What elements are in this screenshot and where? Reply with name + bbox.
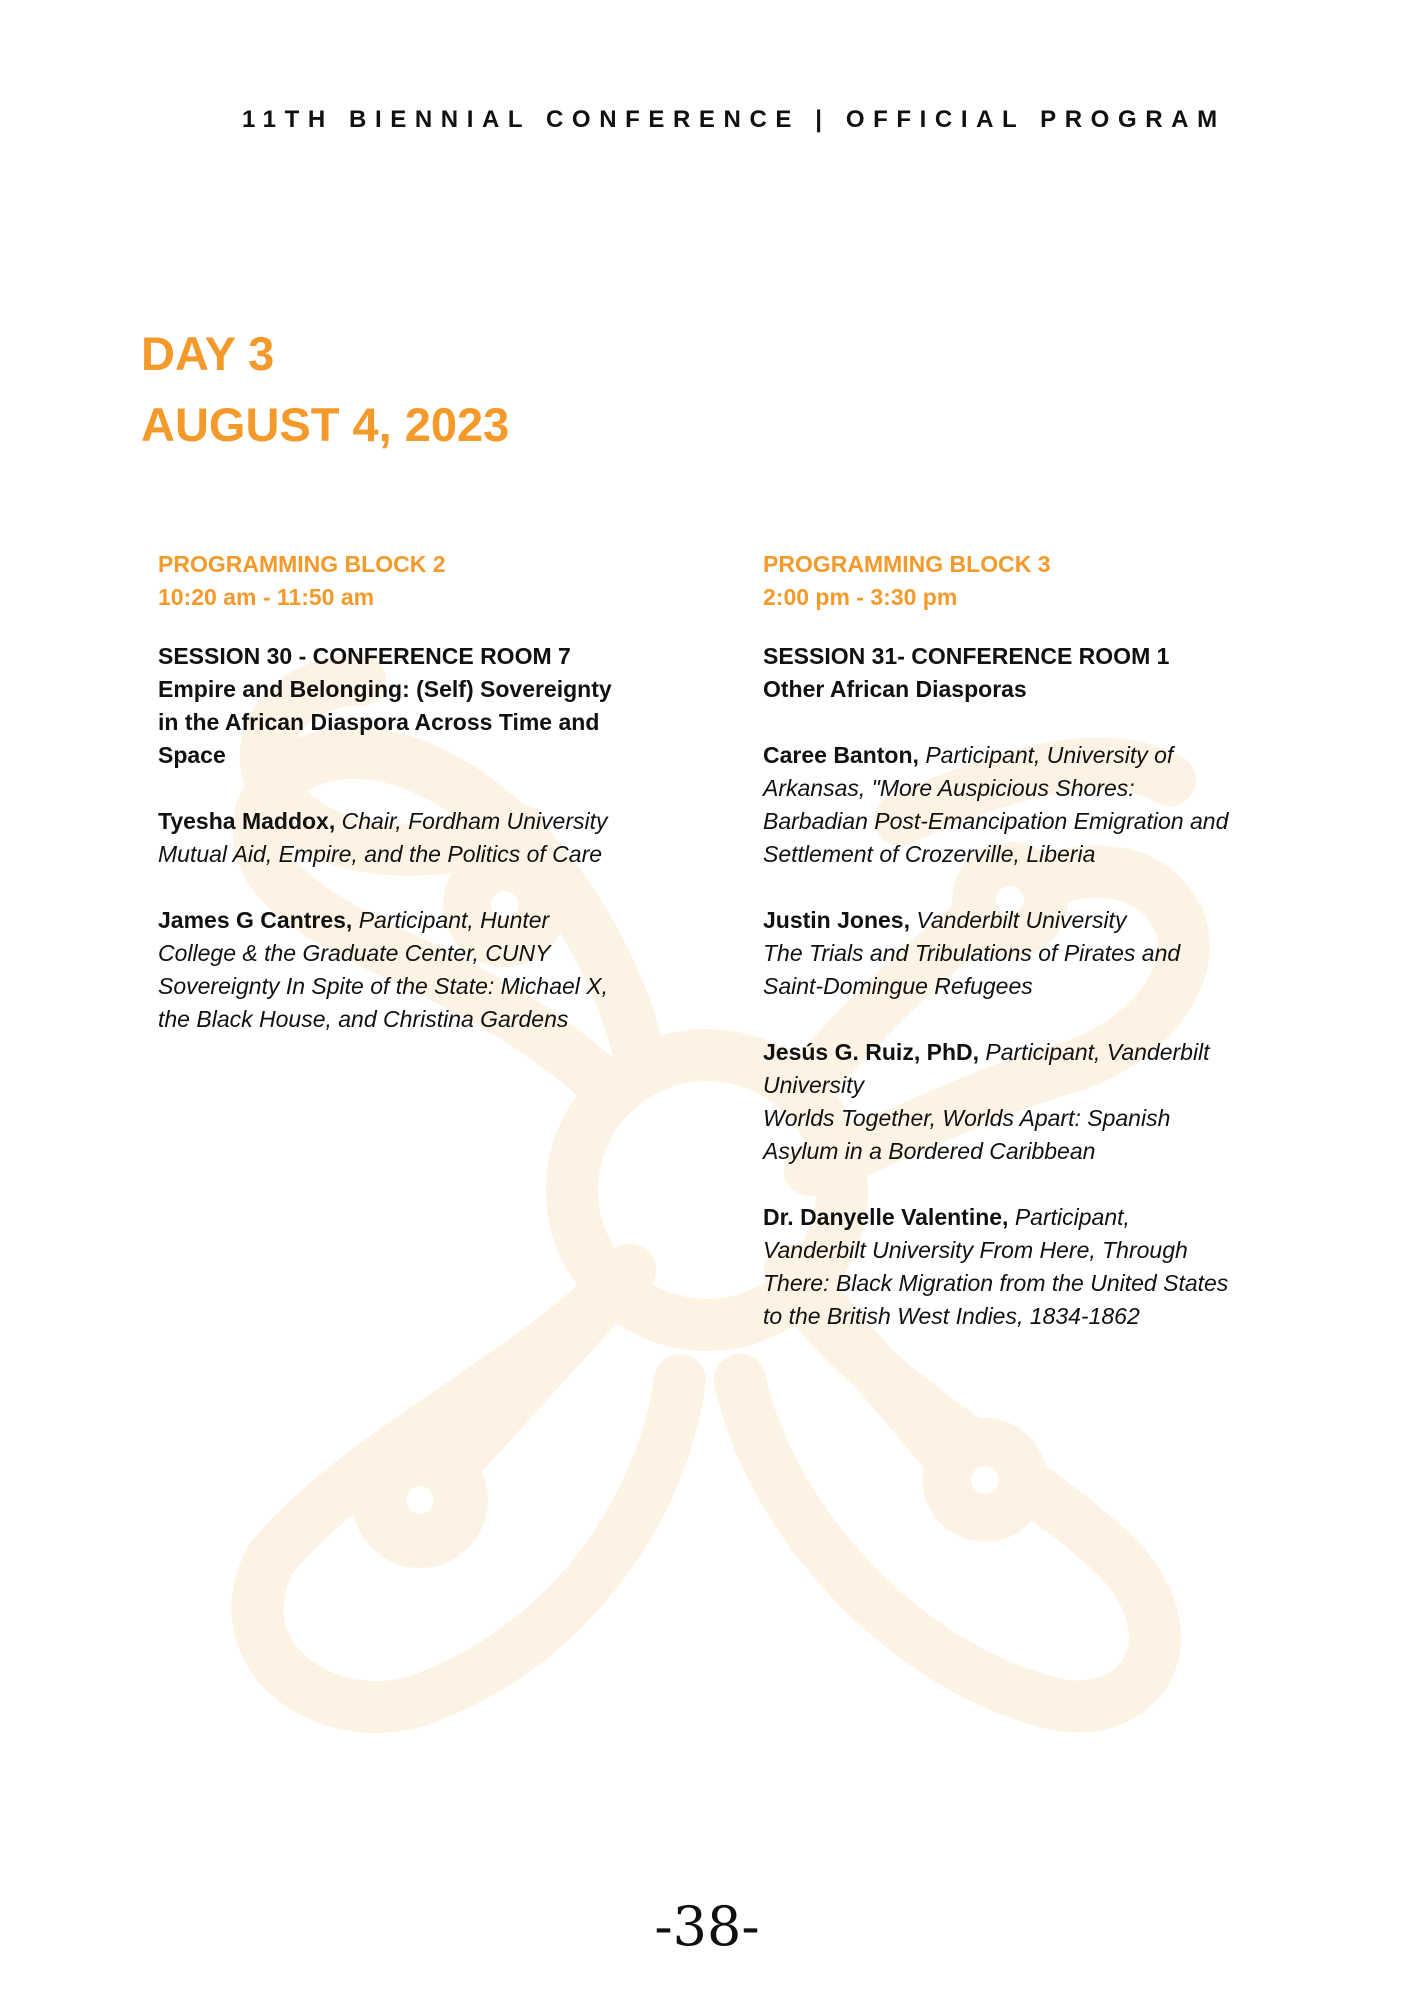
block-title: PROGRAMMING BLOCK 3 — [763, 551, 1051, 577]
page-number: -38- — [654, 1895, 760, 1958]
presenter-name: James G Cantres, — [158, 907, 353, 933]
presenter-name: Jesús G. Ruiz, PhD, — [763, 1039, 979, 1065]
presenter-name: Dr. Danyelle Valentine, — [763, 1204, 1009, 1230]
session-title: Empire and Belonging: (Self) Sovereignty in the African Diaspora Across Time and Space — [158, 676, 612, 768]
day-number: DAY 3 — [141, 327, 275, 380]
paper-title: Mutual Aid, Empire, and the Politics of Care — [158, 841, 603, 867]
block-header — [158, 548, 618, 614]
block-title: PROGRAMMING BLOCK 2 — [158, 551, 446, 577]
presenter-entry — [158, 904, 618, 1036]
presenter-affiliation: Chair, Fordham University — [341, 808, 608, 834]
session-heading: SESSION 31- CONFERENCE ROOM 1 — [763, 643, 1170, 669]
presenter-entry — [158, 805, 618, 871]
programming-block-3-column — [763, 548, 1233, 1366]
paper-title: Worlds Together, Worlds Apart: Spanish Asylum in a Bordered Caribbean — [763, 1105, 1171, 1164]
presenter-entry — [763, 739, 1233, 871]
block-time: 2:00 pm - 3:30 pm — [763, 584, 958, 610]
block-header — [763, 548, 1233, 614]
presenter-affiliation: Participant, Vanderbilt University From Here, Through There: Black Migration from the United States to the British West Indies, 1834-1862 — [763, 1204, 1229, 1329]
presenter-affiliation: Vanderbilt University — [916, 907, 1127, 933]
session-31 — [763, 640, 1233, 706]
presenter-entry — [763, 1036, 1233, 1168]
presenter-name: Justin Jones, — [763, 907, 910, 933]
programming-block-2-column — [158, 548, 618, 1069]
session-title: Other African Diasporas — [763, 676, 1027, 702]
day-title — [141, 318, 509, 460]
presenter-affiliation: Participant, Hunter College & the Graduate Center, CUNY — [158, 907, 551, 966]
block-time: 10:20 am - 11:50 am — [158, 584, 375, 610]
presenter-affiliation: Participant, University of Arkansas, "More Auspicious Shores: Barbadian Post-Emancipation Emigration and Settlement of Crozerville, Liberia — [763, 742, 1229, 867]
program-header: 11TH BIENNIAL CONFERENCE | OFFICIAL PROGRAM — [242, 106, 1226, 133]
paper-title: The Trials and Tribulations of Pirates and Saint-Domingue Refugees — [763, 940, 1181, 999]
paper-title: Sovereignty In Spite of the State: Michael X, the Black House, and Christina Gardens — [158, 973, 609, 1032]
presenter-name: Caree Banton, — [763, 742, 919, 768]
day-date: AUGUST 4, 2023 — [141, 398, 510, 451]
session-heading: SESSION 30 - CONFERENCE ROOM 7 — [158, 643, 571, 669]
presenter-entry — [763, 904, 1233, 1003]
presenter-affiliation: Participant, Vanderbilt University — [763, 1039, 1210, 1098]
session-30 — [158, 640, 618, 772]
presenter-name: Tyesha Maddox, — [158, 808, 336, 834]
presenter-entry — [763, 1201, 1233, 1333]
